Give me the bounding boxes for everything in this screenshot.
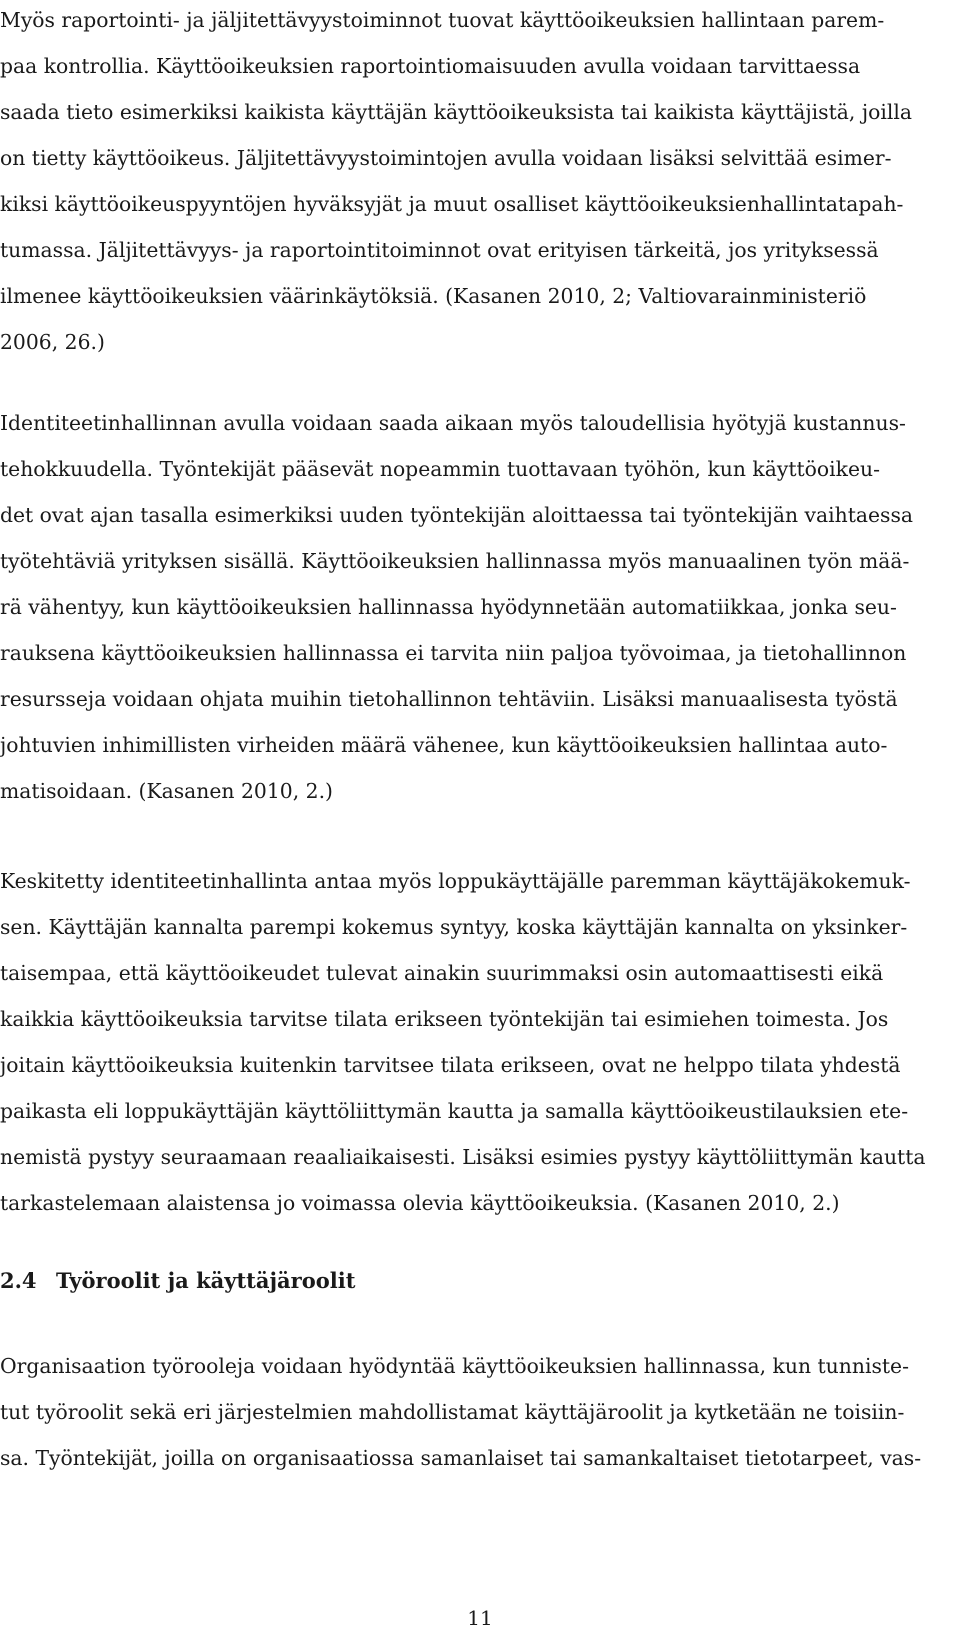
paragraph-cost-efficiency bbox=[0, 400, 960, 814]
page-number: 11 bbox=[467, 1606, 493, 1630]
text-line: paikasta eli loppukäyttäjän käyttöliittymän kautta ja samalla käyttöoikeustilauksien ete- bbox=[0, 1099, 909, 1123]
text-line: rauksena käyttöoikeuksien hallinnassa ei tarvita niin paljoa työvoimaa, ja tietohallinnon bbox=[0, 641, 907, 665]
text-line: joitain käyttöoikeuksia kuitenkin tarvitsee tilata erikseen, ovat ne helppo tilata yhdestä bbox=[0, 1053, 901, 1077]
text-line: 2006, 26.) bbox=[0, 330, 105, 354]
text-line: tarkastelemaan alaistensa jo voimassa olevia käyttöoikeuksia. (Kasanen 2010, 2.) bbox=[0, 1191, 840, 1215]
paragraph-reporting bbox=[0, 0, 960, 365]
text-line: sen. Käyttäjän kannalta parempi kokemus syntyy, koska käyttäjän kannalta on yksinker- bbox=[0, 915, 908, 939]
text-line: Organisaation työrooleja voidaan hyödyntää käyttöoikeuksien hallinnassa, kun tunniste- bbox=[0, 1354, 909, 1378]
text-line: tumassa. Jäljitettävyys- ja raportointitoiminnot ovat erityisen tärkeitä, jos yrityksessä bbox=[0, 238, 879, 262]
section-title: Työroolit ja käyttäjäroolit bbox=[56, 1268, 356, 1293]
text-line: Keskitetty identiteetinhallinta antaa myös loppukäyttäjälle paremman käyttäjäkokemuk- bbox=[0, 869, 911, 893]
text-line: matisoidaan. (Kasanen 2010, 2.) bbox=[0, 779, 333, 803]
text-line: johtuvien inhimillisten virheiden määrä vähenee, kun käyttöoikeuksien hallintaa auto- bbox=[0, 733, 888, 757]
text-line: tut työroolit sekä eri järjestelmien mahdollistamat käyttäjäroolit ja kytketään ne toisiin- bbox=[0, 1400, 905, 1424]
text-line: työtehtäviä yrityksen sisällä. Käyttöoikeuksien hallinnassa myös manuaalinen työn mää- bbox=[0, 549, 910, 573]
text-line: on tietty käyttöoikeus. Jäljitettävyystoimintojen avulla voidaan lisäksi selvittää esimer- bbox=[0, 146, 892, 170]
paragraph-work-roles bbox=[0, 1343, 960, 1481]
text-line: saada tieto esimerkiksi kaikista käyttäjän käyttöoikeuksista tai kaikista käyttäjistä, joilla bbox=[0, 100, 913, 124]
text-line: nemistä pystyy seuraamaan reaaliaikaisesti. Lisäksi esimies pystyy käyttöliittymän kautta bbox=[0, 1145, 926, 1169]
text-line: resursseja voidaan ohjata muihin tietohallinnon tehtäviin. Lisäksi manuaalisesta työstä bbox=[0, 687, 898, 711]
text-line: Myös raportointi- ja jäljitettävyystoiminnot tuovat käyttöoikeuksien hallintaan parem- bbox=[0, 8, 885, 32]
text-line: kiksi käyttöoikeuspyyntöjen hyväksyjät ja muut osalliset käyttöoikeuksienhallintatapah- bbox=[0, 192, 904, 216]
paragraph-user-experience bbox=[0, 858, 960, 1226]
text-line: rä vähentyy, kun käyttöoikeuksien hallinnassa hyödynnetään automatiikkaa, jonka seu- bbox=[0, 595, 897, 619]
section-number: 2.4 bbox=[0, 1268, 37, 1293]
text-line: taisempaa, että käyttöoikeudet tulevat ainakin suurimmaksi osin automaattisesti eikä bbox=[0, 961, 884, 985]
text-line: sa. Työntekijät, joilla on organisaatiossa samanlaiset tai samankaltaiset tietotarpeet, vas- bbox=[0, 1446, 922, 1470]
text-line: ilmenee käyttöoikeuksien väärinkäytöksiä. (Kasanen 2010, 2; Valtiovarainministeriö bbox=[0, 284, 867, 308]
section-heading bbox=[0, 1258, 960, 1304]
text-line: kaikkia käyttöoikeuksia tarvitse tilata erikseen työntekijän tai esimiehen toimesta. Jos bbox=[0, 1007, 889, 1031]
text-line: tehokkuudella. Työntekijät pääsevät nopeammin tuottavaan työhön, kun käyttöoikeu- bbox=[0, 457, 880, 481]
text-line: paa kontrollia. Käyttöoikeuksien raportointiomaisuuden avulla voidaan tarvittaessa bbox=[0, 54, 861, 78]
text-line: det ovat ajan tasalla esimerkiksi uuden työntekijän aloittaessa tai työntekijän vaihtaessa bbox=[0, 503, 914, 527]
text-line: Identiteetinhallinnan avulla voidaan saada aikaan myös taloudellisia hyötyjä kustannus- bbox=[0, 411, 906, 435]
